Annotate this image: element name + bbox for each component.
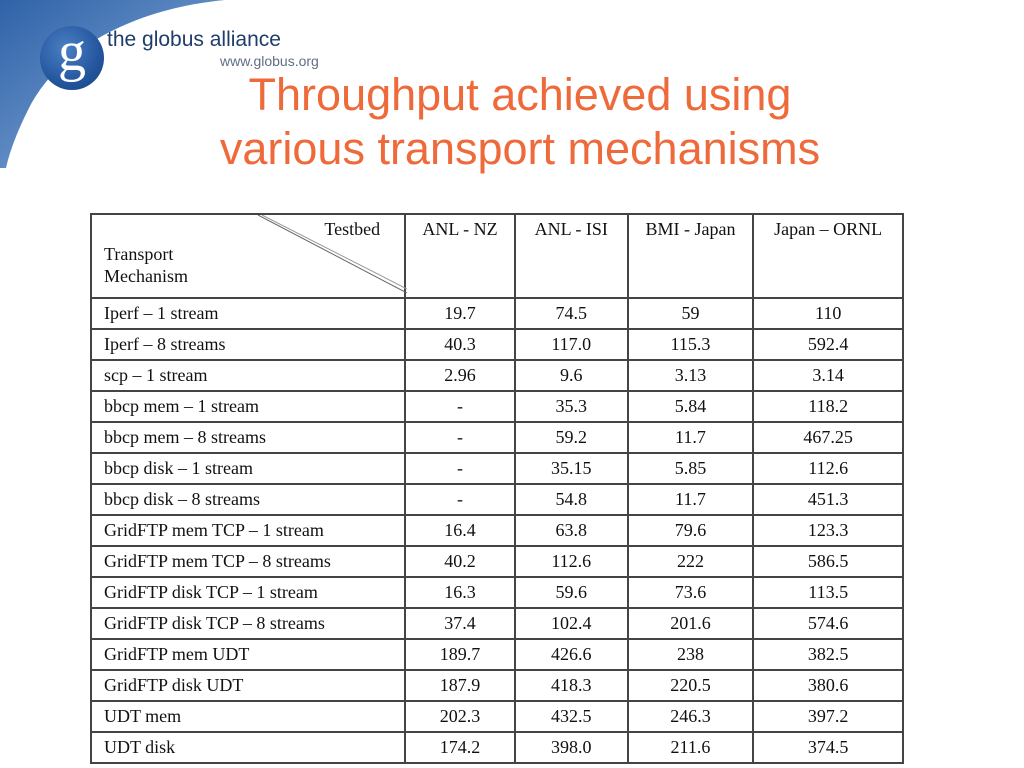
value-cell: 59 xyxy=(628,298,754,329)
value-cell: 115.3 xyxy=(628,329,754,360)
value-cell: 74.5 xyxy=(515,298,628,329)
value-cell: 2.96 xyxy=(405,360,515,391)
value-cell: 246.3 xyxy=(628,701,754,732)
value-cell: 374.5 xyxy=(753,732,903,763)
mechanism-cell: scp – 1 stream xyxy=(91,360,405,391)
mechanism-cell: GridFTP disk TCP – 8 streams xyxy=(91,608,405,639)
table-row xyxy=(91,732,903,763)
value-cell: 35.15 xyxy=(515,453,628,484)
table-row xyxy=(91,577,903,608)
throughput-table-container xyxy=(90,213,904,764)
table-row xyxy=(91,360,903,391)
value-cell: 574.6 xyxy=(753,608,903,639)
logo-name: the globus alliance xyxy=(107,28,281,51)
mechanism-cell: Iperf – 8 streams xyxy=(91,329,405,360)
value-cell: 380.6 xyxy=(753,670,903,701)
value-cell: 112.6 xyxy=(515,546,628,577)
column-header: ANL - ISI xyxy=(515,214,628,298)
value-cell: 118.2 xyxy=(753,391,903,422)
column-header: BMI - Japan xyxy=(628,214,754,298)
table-row xyxy=(91,391,903,422)
corner-header-cell xyxy=(91,214,405,298)
throughput-table xyxy=(90,213,904,764)
table-row xyxy=(91,422,903,453)
value-cell: 63.8 xyxy=(515,515,628,546)
value-cell: - xyxy=(405,422,515,453)
mechanism-cell: GridFTP mem TCP – 8 streams xyxy=(91,546,405,577)
value-cell: 418.3 xyxy=(515,670,628,701)
column-header: ANL - NZ xyxy=(405,214,515,298)
value-cell: 174.2 xyxy=(405,732,515,763)
value-cell: 110 xyxy=(753,298,903,329)
value-cell: 37.4 xyxy=(405,608,515,639)
corner-transport-line-2: Mechanism xyxy=(104,266,188,286)
column-header: Japan – ORNL xyxy=(753,214,903,298)
table-row xyxy=(91,515,903,546)
corner-transport-label xyxy=(104,243,188,287)
value-cell: 19.7 xyxy=(405,298,515,329)
mechanism-cell: GridFTP disk UDT xyxy=(91,670,405,701)
value-cell: 9.6 xyxy=(515,360,628,391)
value-cell: 451.3 xyxy=(753,484,903,515)
value-cell: 202.3 xyxy=(405,701,515,732)
slide-title xyxy=(100,68,940,176)
table-row xyxy=(91,298,903,329)
mechanism-cell: UDT disk xyxy=(91,732,405,763)
mechanism-cell: bbcp disk – 1 stream xyxy=(91,453,405,484)
table-row xyxy=(91,329,903,360)
value-cell: 5.84 xyxy=(628,391,754,422)
table-row xyxy=(91,670,903,701)
table-row xyxy=(91,546,903,577)
table-row xyxy=(91,453,903,484)
corner-transport-line-1: Transport xyxy=(104,244,174,264)
value-cell: - xyxy=(405,484,515,515)
value-cell: 73.6 xyxy=(628,577,754,608)
value-cell: 16.4 xyxy=(405,515,515,546)
value-cell: 3.14 xyxy=(753,360,903,391)
value-cell: 238 xyxy=(628,639,754,670)
mechanism-cell: bbcp mem – 1 stream xyxy=(91,391,405,422)
mechanism-cell: GridFTP disk TCP – 1 stream xyxy=(91,577,405,608)
mechanism-cell: GridFTP mem UDT xyxy=(91,639,405,670)
value-cell: 102.4 xyxy=(515,608,628,639)
value-cell: 40.2 xyxy=(405,546,515,577)
globus-logo-icon: g xyxy=(40,26,104,90)
value-cell: 201.6 xyxy=(628,608,754,639)
value-cell: 59.2 xyxy=(515,422,628,453)
value-cell: 398.0 xyxy=(515,732,628,763)
table-row xyxy=(91,701,903,732)
value-cell: 16.3 xyxy=(405,577,515,608)
value-cell: 123.3 xyxy=(753,515,903,546)
mechanism-cell: bbcp mem – 8 streams xyxy=(91,422,405,453)
value-cell: 222 xyxy=(628,546,754,577)
corner-testbed-label: Testbed xyxy=(324,219,381,239)
mechanism-cell: bbcp disk – 8 streams xyxy=(91,484,405,515)
value-cell: 117.0 xyxy=(515,329,628,360)
title-line-2: various transport mechanisms xyxy=(219,123,821,174)
table-row xyxy=(91,608,903,639)
mechanism-cell: GridFTP mem TCP – 1 stream xyxy=(91,515,405,546)
value-cell: 79.6 xyxy=(628,515,754,546)
mechanism-cell: UDT mem xyxy=(91,701,405,732)
value-cell: 467.25 xyxy=(753,422,903,453)
value-cell: 11.7 xyxy=(628,422,754,453)
value-cell: 113.5 xyxy=(753,577,903,608)
value-cell: 426.6 xyxy=(515,639,628,670)
value-cell: 35.3 xyxy=(515,391,628,422)
value-cell: 40.3 xyxy=(405,329,515,360)
value-cell: 382.5 xyxy=(753,639,903,670)
title-line-1: Throughput achieved using xyxy=(248,69,792,120)
value-cell: 397.2 xyxy=(753,701,903,732)
logo-url: www.globus.org xyxy=(220,53,319,69)
value-cell: 187.9 xyxy=(405,670,515,701)
mechanism-cell: Iperf – 1 stream xyxy=(91,298,405,329)
value-cell: 5.85 xyxy=(628,453,754,484)
table-row xyxy=(91,639,903,670)
header-row xyxy=(91,214,903,298)
value-cell: - xyxy=(405,453,515,484)
value-cell: 211.6 xyxy=(628,732,754,763)
value-cell: - xyxy=(405,391,515,422)
value-cell: 3.13 xyxy=(628,360,754,391)
value-cell: 586.5 xyxy=(753,546,903,577)
value-cell: 11.7 xyxy=(628,484,754,515)
value-cell: 54.8 xyxy=(515,484,628,515)
value-cell: 112.6 xyxy=(753,453,903,484)
value-cell: 592.4 xyxy=(753,329,903,360)
value-cell: 189.7 xyxy=(405,639,515,670)
table-row xyxy=(91,484,903,515)
value-cell: 432.5 xyxy=(515,701,628,732)
value-cell: 59.6 xyxy=(515,577,628,608)
value-cell: 220.5 xyxy=(628,670,754,701)
